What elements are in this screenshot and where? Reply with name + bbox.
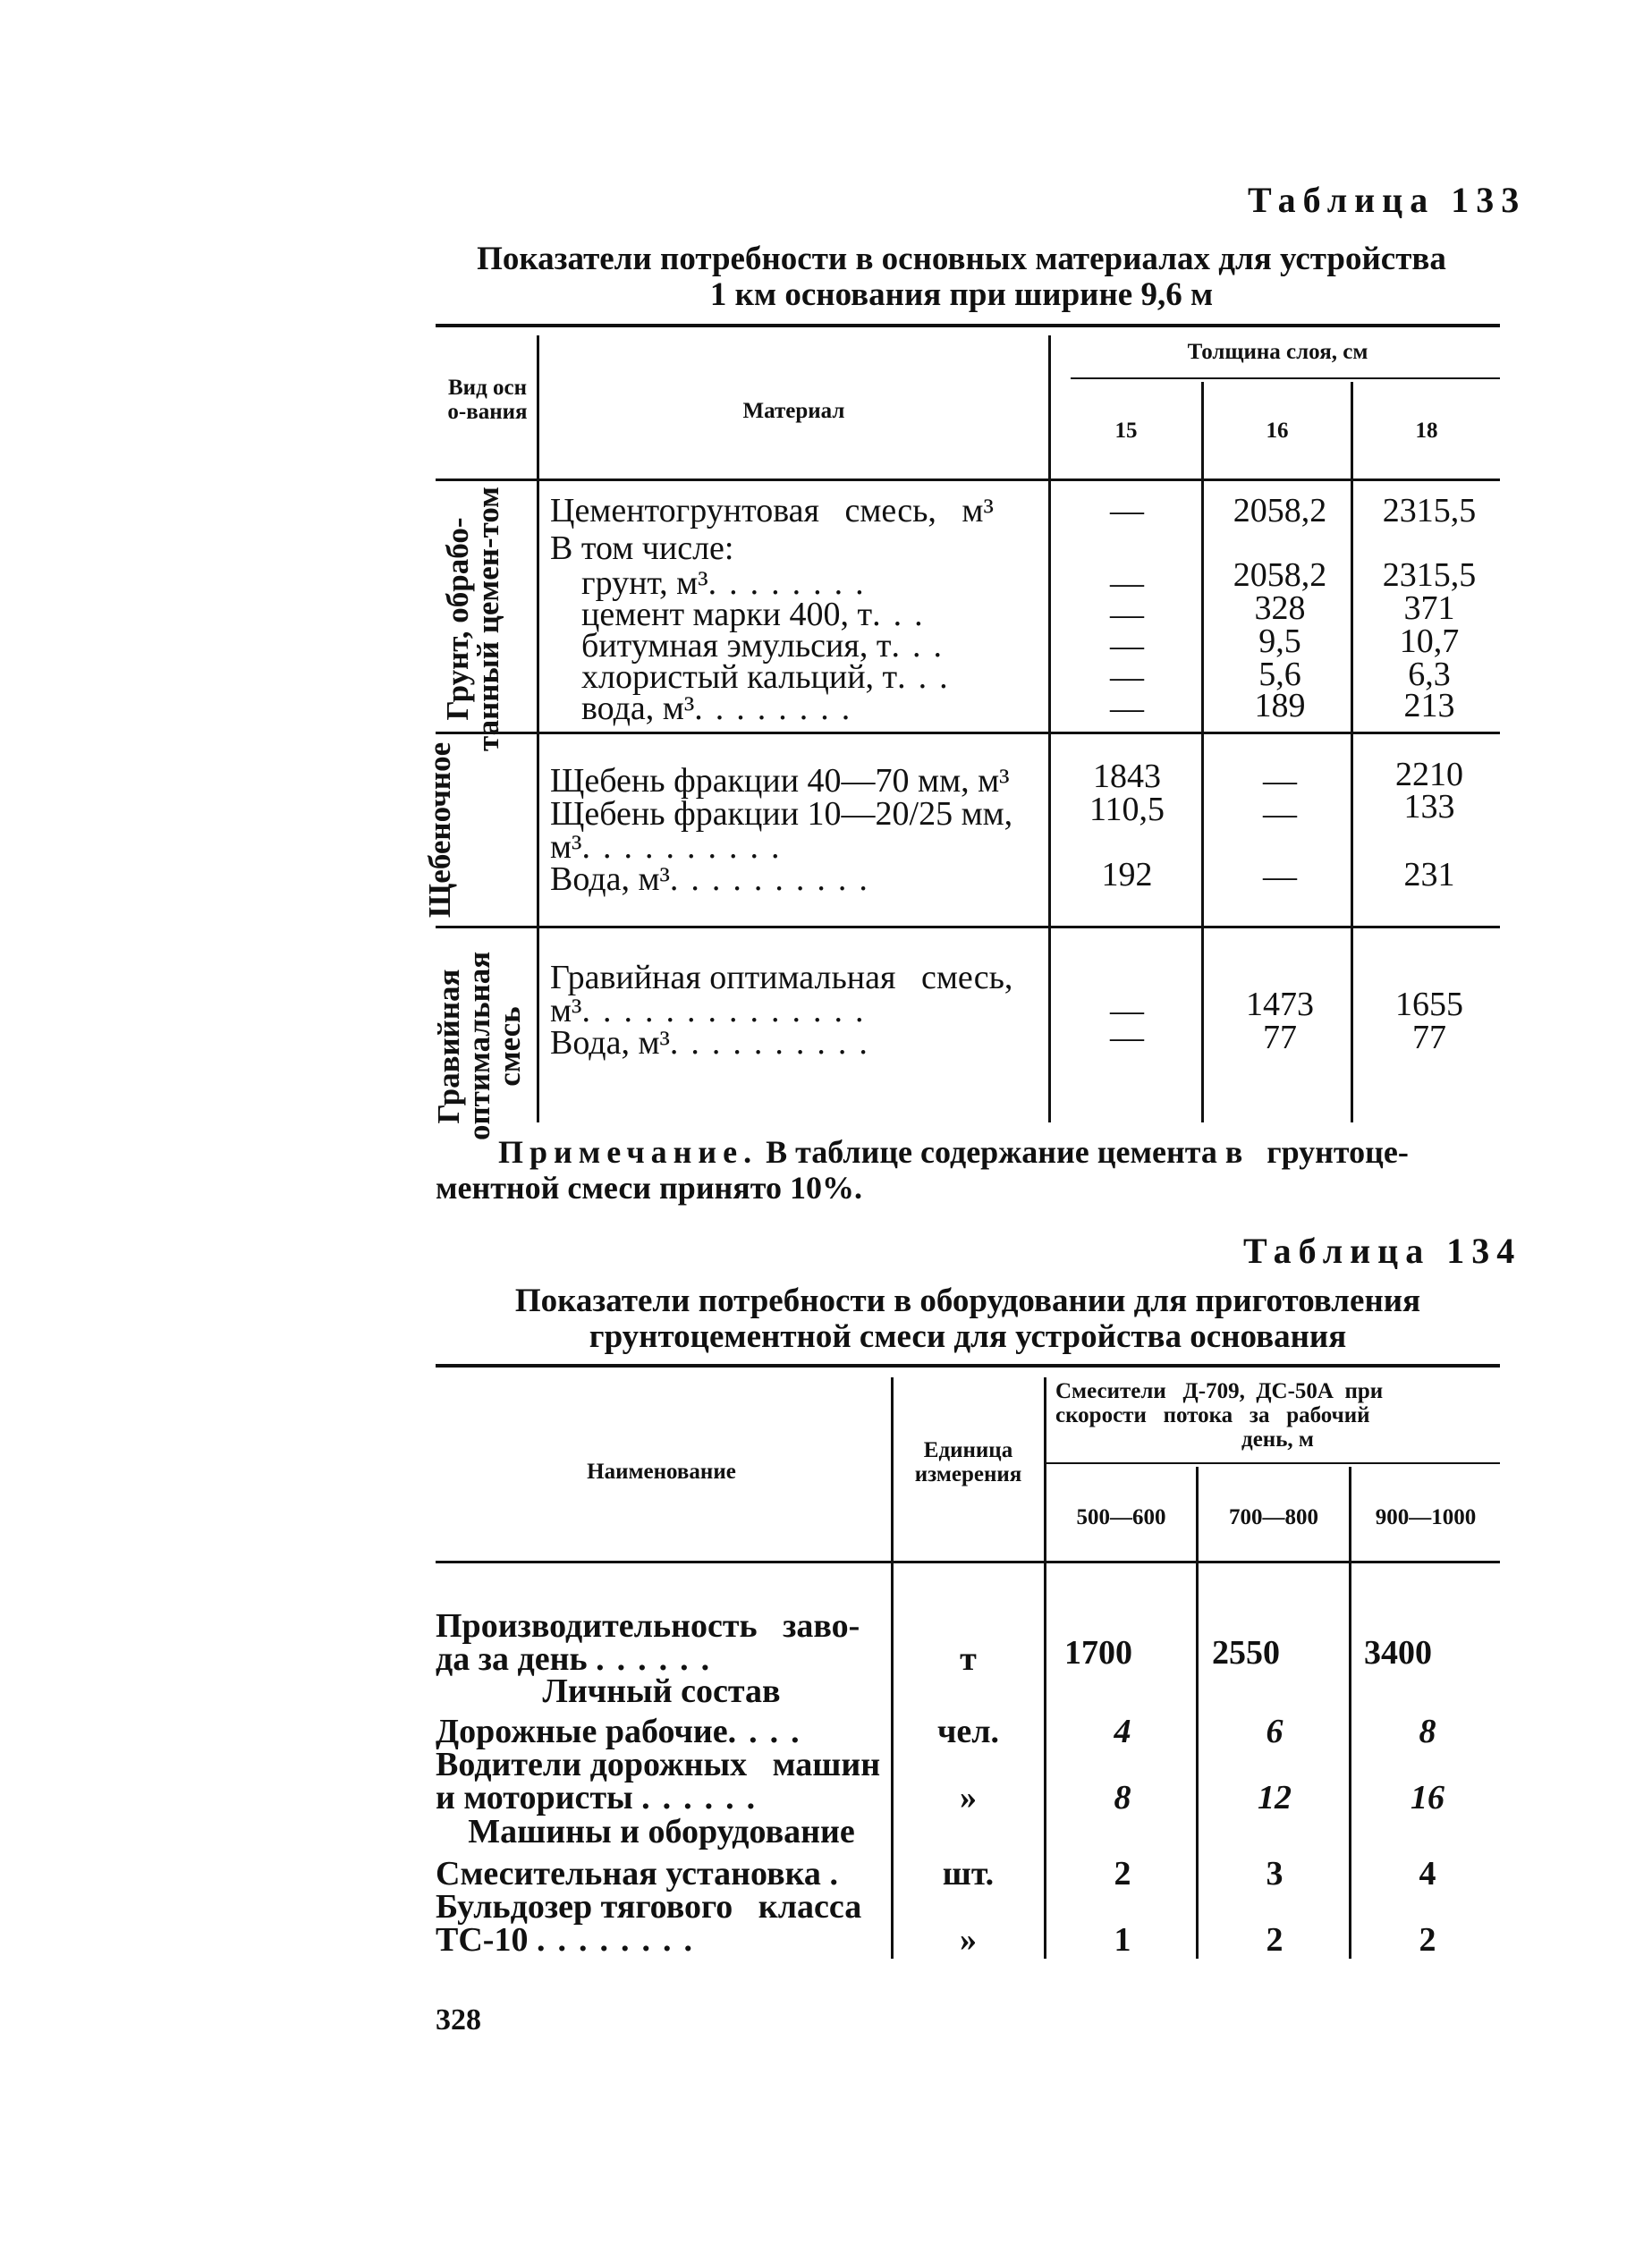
value-bulldozer-c3: 2 — [1419, 1921, 1436, 1959]
header-vid-osnovaniya: Вид осно-вания — [447, 376, 528, 424]
row-name-m3-cont-text: м³ — [550, 828, 582, 866]
table-134-label: Таблица 134 — [1243, 1231, 1522, 1271]
header-col-18: 18 — [1415, 419, 1438, 443]
row-drivers-line-2: и мотористы ...... — [436, 1779, 768, 1816]
value-r12-15: — — [1110, 992, 1144, 1029]
row-workers-text: Дорожные рабочие — [436, 1713, 728, 1750]
value-r0-16: 2058,2 — [1233, 492, 1327, 529]
row-name-cement-text: цемент марки 400, т — [581, 596, 873, 633]
value-r4-16: 9,5 — [1258, 622, 1301, 660]
value-drivers-unit: » — [960, 1779, 977, 1816]
table-134-title — [436, 1283, 1500, 1355]
value-r7-18: 2210 — [1395, 756, 1463, 793]
value-r4-15: — — [1110, 627, 1144, 665]
header-col-900-1000: 900—1000 — [1375, 1505, 1477, 1529]
value-r13-16: 77 — [1263, 1019, 1297, 1056]
table-133-vline-1 — [537, 335, 539, 1122]
value-drivers-c2: 12 — [1258, 1779, 1292, 1816]
value-bulldozer-unit: » — [960, 1921, 977, 1959]
group-label-graviynaya: Гравийная оптимальная смесь — [431, 951, 527, 1140]
value-workers-unit: чел. — [936, 1713, 1000, 1750]
value-drivers-c1: 8 — [1114, 1779, 1131, 1816]
value-r0-15: — — [1110, 492, 1144, 529]
value-mixer-c3: 4 — [1419, 1855, 1436, 1893]
row-name-m3-cont-2: м³.............. — [550, 992, 877, 1029]
row-name-grunt: грунт, м³........ — [581, 564, 877, 602]
value-r2-16: 2058,2 — [1233, 556, 1327, 594]
value-r8-18: 133 — [1403, 788, 1455, 826]
value-mixer-unit: шт. — [942, 1855, 995, 1893]
row-bulldozer-line-1: Бульдозер тягового класса — [436, 1888, 862, 1926]
row-name-voda-3: Вода, м³.......... — [550, 1024, 880, 1062]
value-r3-16: 328 — [1254, 589, 1306, 627]
row-name-shcheben-40-70: Щебень фракции 40—70 мм, м³ — [550, 762, 1010, 800]
value-r2-15: — — [1110, 564, 1144, 602]
note-label: Примечание. — [498, 1134, 758, 1170]
row-name-m3-cont-2-text: м³ — [550, 992, 582, 1029]
value-bulldozer-c1: 1 — [1114, 1921, 1131, 1959]
value-prod-unit: т — [960, 1640, 977, 1678]
table-133-label: Таблица 133 — [1248, 180, 1527, 220]
value-r0-18: 2315,5 — [1382, 492, 1477, 529]
note-line-2: ментной смеси принято 10%. — [436, 1170, 862, 1206]
row-name-bitum: битумная эмульсия, т... — [581, 627, 954, 665]
value-workers-c2: 6 — [1266, 1713, 1283, 1750]
value-r13-18: 77 — [1412, 1019, 1446, 1056]
group-label-shchebenochnoe: Щебеночное — [422, 741, 457, 919]
row-name-grunt-text: грунт, м³ — [581, 564, 708, 602]
value-prod-c2: 2550 — [1212, 1634, 1280, 1672]
row-bulldozer-line-2-text: ТС-10 — [436, 1921, 529, 1959]
row-name-m3-cont: м³.......... — [550, 828, 792, 866]
row-name-voda-1: вода, м³........ — [581, 690, 863, 727]
value-prod-c1: 1700 — [1064, 1634, 1132, 1672]
table-133-title — [429, 241, 1494, 313]
header-naimenovanie: Наименование — [587, 1460, 736, 1484]
value-r3-18: 371 — [1403, 589, 1455, 627]
value-bulldozer-c2: 2 — [1266, 1921, 1283, 1959]
note-text-1: В таблице содержание цемента в грунтоце- — [766, 1134, 1409, 1170]
value-workers-c3: 8 — [1419, 1713, 1436, 1750]
value-prod-c3: 3400 — [1364, 1634, 1432, 1672]
table-133-subheader-rule — [1071, 377, 1500, 379]
row-name-hlorid-text: хлористый кальций, т — [581, 658, 898, 696]
value-mixer-c1: 2 — [1114, 1855, 1131, 1893]
value-r5-18: 6,3 — [1408, 656, 1451, 693]
value-r13-15: — — [1110, 1019, 1144, 1056]
row-name-graviynaya-smes: Гравийная оптимальная смесь, — [550, 959, 1013, 996]
row-bulldozer-line-2: ТС-10 ........ — [436, 1921, 705, 1959]
value-r6-18: 213 — [1403, 687, 1455, 724]
value-r10-18: 231 — [1403, 856, 1455, 893]
header-thickness: Толщина слоя, см — [1187, 340, 1368, 364]
value-r8-15: 110,5 — [1089, 791, 1165, 828]
row-name-shcheben-10-20: Щебень фракции 10—20/25 мм, — [550, 795, 1013, 833]
table-133-title-line-1: Показатели потребности в основных материалах для устройства — [477, 241, 1446, 277]
value-r2-18: 2315,5 — [1382, 556, 1477, 594]
value-r5-15: — — [1110, 658, 1144, 696]
value-r7-15: 1843 — [1093, 758, 1161, 795]
row-mixer: Смесительная установка . — [436, 1855, 851, 1893]
row-name-voda-3-text: Вода, м³ — [550, 1024, 670, 1062]
table-133-group-rule-1 — [436, 732, 1500, 734]
header-material: Материал — [742, 399, 845, 423]
page-number: 328 — [436, 2003, 481, 2037]
value-r10-16: — — [1263, 858, 1297, 895]
table-134-title-line-1: Показатели потребности в оборудовании для приготовления — [514, 1283, 1421, 1319]
header-mixers-line-1: Смесители Д-709, ДС-50А при — [1055, 1379, 1384, 1403]
row-productivity-line-2-text: да за день — [436, 1640, 588, 1678]
value-r12-18: 1655 — [1395, 986, 1463, 1023]
table-133-header-rule — [436, 478, 1500, 481]
row-name-voda-1-text: вода, м³ — [581, 690, 695, 727]
row-name-hlorid: хлористый кальций, т... — [581, 658, 961, 696]
value-r3-15: — — [1110, 596, 1144, 633]
table-133-group-rule-2 — [436, 926, 1500, 928]
row-drivers-line-1: Водители дорожных машин — [436, 1746, 881, 1783]
row-name-cementogruntovaya: Цементогрунтовая смесь, м³ — [550, 492, 994, 529]
row-name-cement: цемент марки 400, т... — [581, 596, 936, 633]
row-productivity-line-2: да за день ...... — [436, 1640, 723, 1678]
row-drivers-line-2-text: и мотористы — [436, 1779, 633, 1816]
table-134-title-line-2: грунтоцементной смеси для устройства основания — [589, 1318, 1347, 1355]
value-r7-16: — — [1263, 762, 1297, 800]
row-name-voda-2: Вода, м³.......... — [550, 860, 880, 898]
group-label-grunt: Грунт, обрабо-танный цемен-том — [440, 487, 505, 751]
value-r5-16: 5,6 — [1258, 656, 1301, 693]
value-r6-16: 189 — [1254, 687, 1306, 724]
header-col-15: 15 — [1114, 419, 1138, 443]
value-r10-15: 192 — [1101, 856, 1153, 893]
header-mixers-line-2: скорости потока за рабочий — [1055, 1403, 1370, 1427]
header-mixers — [1055, 1379, 1500, 1452]
table-134-top-rule — [436, 1364, 1500, 1368]
header-col-500-600: 500—600 — [1076, 1505, 1166, 1529]
row-name-v-tom-chisle: В том числе: — [550, 529, 734, 567]
row-workers: Дорожные рабочие.... — [436, 1713, 812, 1750]
note-line-1 — [436, 1134, 1500, 1170]
section-machines: Машины и оборудование — [468, 1813, 855, 1850]
header-unit: Единица измерения — [914, 1438, 1022, 1486]
value-workers-c1: 4 — [1114, 1713, 1131, 1750]
table-133-title-line-2: 1 км основания при ширине 9,6 м — [709, 276, 1214, 313]
value-drivers-c3: 16 — [1411, 1779, 1444, 1816]
header-col-700-800: 700—800 — [1229, 1505, 1318, 1529]
value-r6-15: — — [1110, 690, 1144, 727]
value-r8-16: — — [1263, 795, 1297, 833]
section-staff: Личный состав — [542, 1672, 781, 1710]
row-productivity-line-1: Производительность заво- — [436, 1607, 860, 1645]
table-133-top-rule — [436, 324, 1500, 327]
row-name-voda-2-text: Вода, м³ — [550, 860, 670, 898]
value-mixer-c2: 3 — [1266, 1855, 1283, 1893]
header-mixers-line-3: день, м — [1241, 1427, 1314, 1452]
value-r12-16: 1473 — [1246, 986, 1314, 1023]
table-133-note — [436, 1134, 1500, 1206]
row-name-bitum-text: битумная эмульсия, т — [581, 627, 892, 665]
table-134-vline-1 — [891, 1377, 894, 1959]
table-134-subheader-rule — [1046, 1462, 1500, 1464]
header-col-16: 16 — [1266, 419, 1289, 443]
table-134-header-rule — [436, 1561, 1500, 1563]
value-r4-18: 10,7 — [1399, 622, 1460, 660]
row-mixer-text: Смесительная установка — [436, 1855, 821, 1893]
